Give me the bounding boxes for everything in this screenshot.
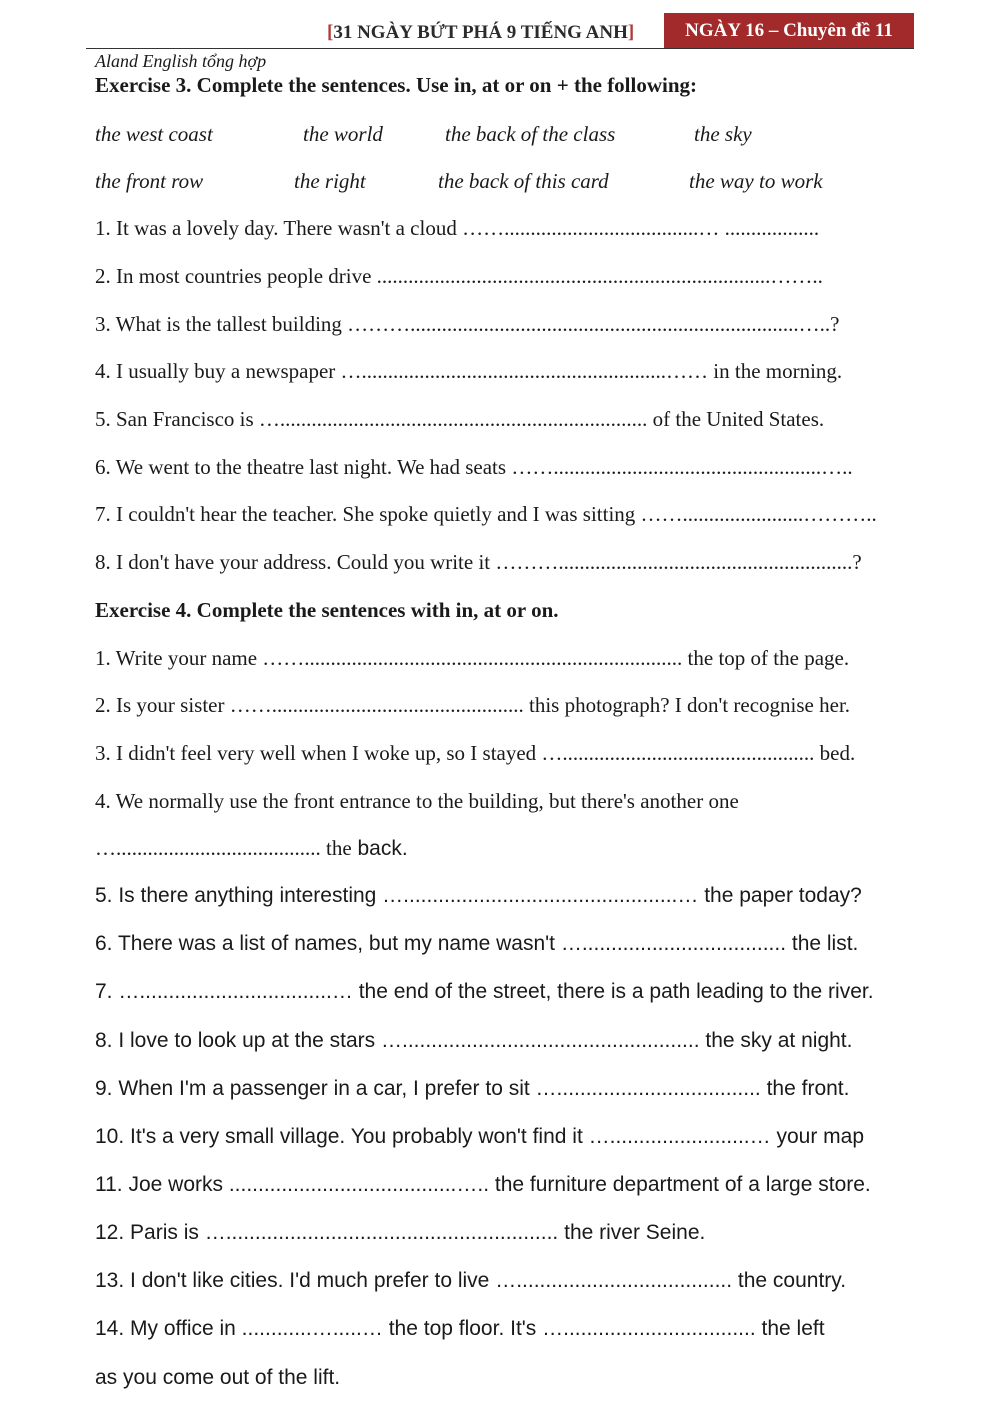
ex4-item-6: 6. There was a list of names, but my name wasn't …................................... the list. bbox=[95, 932, 859, 955]
ex4-item-10: 10. It's a very small village. You probably won't find it …........................… your map bbox=[95, 1125, 865, 1148]
phrase-west-coast: the west coast bbox=[95, 122, 213, 146]
ex3-item-6: 6. We went to the theatre last night. We had seats ……...................................................….. bbox=[95, 455, 853, 479]
phrase-right: the right bbox=[294, 169, 366, 193]
ex4-item-4-continued bbox=[95, 834, 408, 863]
phrase-back-of-card: the back of this card bbox=[438, 169, 609, 193]
ex4-item-1: 1. Write your name ……........................................................................ the top of the page. bbox=[95, 646, 850, 670]
series-title-text: 31 NGÀY BỨT PHÁ 9 TIẾNG ANH bbox=[333, 22, 628, 43]
ex4-item-14-continued: as you come out of the lift. bbox=[95, 1366, 341, 1389]
phrase-front-row: the front row bbox=[95, 169, 204, 193]
ex4-item-14: 14. My office in ............….....… the top floor. It's …................................. the left bbox=[95, 1317, 825, 1340]
ex3-item-5: 5. San Francisco is …...................................................................... of the United States. bbox=[95, 407, 825, 431]
series-title bbox=[327, 18, 634, 48]
ex4-item-12: 12. Paris is …......................................................... the river Seine. bbox=[95, 1221, 706, 1244]
ex4-item-8: 8. I love to look up at the stars …................................................... the sky at night. bbox=[95, 1029, 853, 1052]
ex3-item-3: 3. What is the tallest building ………..........................................................................…..? bbox=[95, 312, 840, 336]
ex3-item-4: 4. I usually buy a newspaper …..........................................................…… in the morning. bbox=[95, 359, 843, 383]
phrase-way-to-work: the way to work bbox=[689, 169, 823, 193]
ex4-item-2: 2. Is your sister ……................................................ this photograph? I don't recognise her. bbox=[95, 693, 851, 717]
ex3-item-7: 7. I couldn't hear the teacher. She spoke quietly and I was sitting …….......................……….. bbox=[95, 502, 877, 526]
bracket-open: [ bbox=[327, 22, 334, 43]
ex4-item-9: 9. When I'm a passenger in a car, I prefer to sit …................................... the front. bbox=[95, 1077, 850, 1100]
ex3-item-2: 2. In most countries people drive ...........................................................................…….. bbox=[95, 264, 823, 288]
ex4-item-13: 13. I don't like cities. I'd much prefer to live …..................................... the country. bbox=[95, 1269, 847, 1292]
day-badge: NGÀY 16 – Chuyên đề 11 bbox=[664, 13, 914, 48]
exercise4-heading: Exercise 4. Complete the sentences with in, at or on. bbox=[95, 598, 559, 622]
header-divider bbox=[86, 48, 914, 49]
exercise3-heading: Exercise 3. Complete the sentences. Use in, at or on + the following: bbox=[95, 73, 698, 97]
ex3-item-8: 8. I don't have your address. Could you write it ………........................................................? bbox=[95, 550, 862, 574]
ex4-item-3: 3. I didn't feel very well when I woke up, so I stayed …................................................ bed. bbox=[95, 741, 856, 765]
ex4-item-5: 5. Is there anything interesting …...............................................… the paper today? bbox=[95, 884, 862, 907]
phrase-world: the world bbox=[303, 122, 383, 146]
ex3-item-1: 1. It was a lovely day. There wasn't a cloud …….....................................… .................. bbox=[95, 216, 820, 240]
ex4-item-4-tail: back. bbox=[351, 837, 408, 860]
bracket-close: ] bbox=[627, 22, 635, 43]
phrase-back-of-class: the back of the class bbox=[445, 122, 616, 146]
ex4-item-11: 11. Joe works .......................................….. the furniture department of a large store. bbox=[95, 1173, 871, 1196]
ex4-item-7: 7. ….................................… the end of the street, there is a path leading to the river. bbox=[95, 980, 874, 1003]
ex4-item-4: 4. We normally use the front entrance to the building, but there's another one bbox=[95, 789, 739, 813]
ex4-item-4-blank: …....................................... the bbox=[95, 836, 352, 860]
source-note: Aland English tổng hợp bbox=[95, 51, 267, 71]
phrase-sky: the sky bbox=[694, 122, 752, 146]
